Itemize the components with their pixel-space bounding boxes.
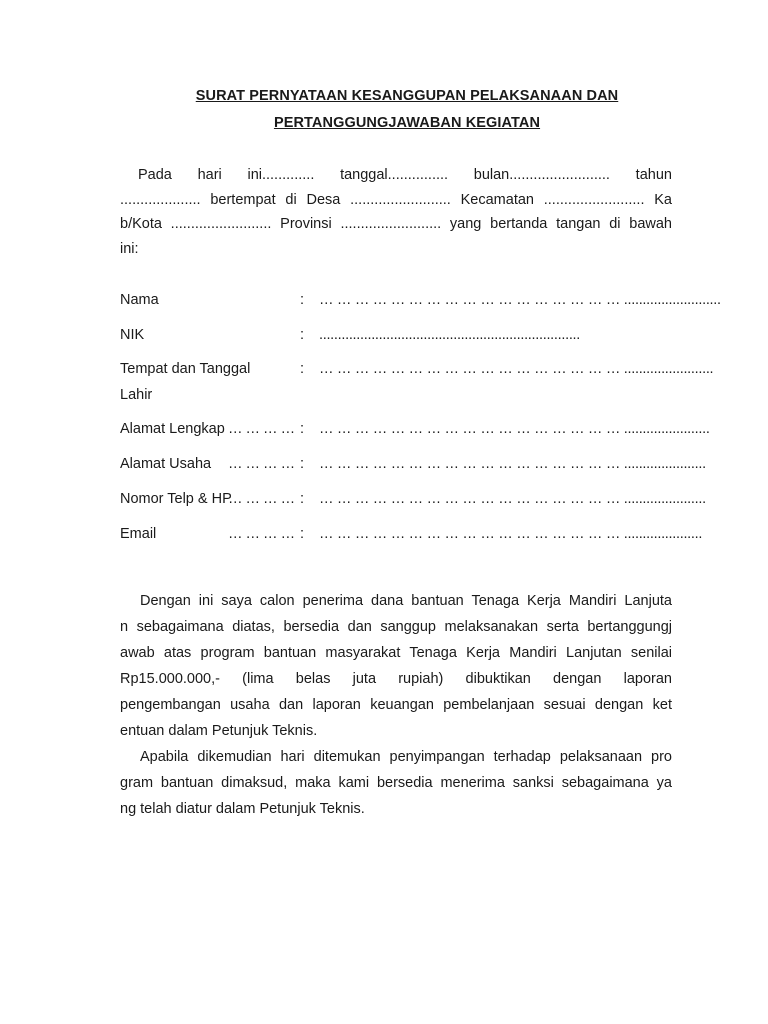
intro-word: tanggal............... <box>340 167 449 183</box>
intro-word: Pada <box>138 167 172 183</box>
field-colon: : <box>300 292 305 308</box>
paragraph-1-line: pengembangan usaha dan laporan keuangan pembelanjaan sesuai dengan ket <box>120 697 672 713</box>
field-value-placeholder: … … … … … … … … … … … … … … … … … ....................... <box>319 421 710 437</box>
intro-word: bulan......................... <box>473 167 610 183</box>
field-colon: : <box>300 361 305 377</box>
field-value-placeholder: … … … … … … … … … … … … … … … … … ...................... <box>319 491 706 507</box>
field-alamat-usaha <box>120 454 706 478</box>
field-nama <box>120 290 721 314</box>
field-label: Email <box>120 526 157 542</box>
paragraph-1-line: awab atas program bantuan masyarakat Tenaga Kerja Mandiri Lanjutan senilai <box>120 645 672 661</box>
paragraph-2-line: Apabila dikemudian hari ditemukan penyimpangan terhadap pelaksanaan pro <box>140 749 672 765</box>
field-nomor-telp <box>120 489 706 513</box>
field-label-dots: … … … … <box>228 421 295 437</box>
field-label: Alamat Lengkap <box>120 421 225 437</box>
field-colon: : <box>300 491 305 507</box>
field-email <box>120 524 703 548</box>
intro-line-2: .................... bertempat di Desa ......................... Kecamatan ......................... Ka <box>120 191 672 208</box>
paragraph-1-line: entuan dalam Petunjuk Teknis. <box>120 723 318 739</box>
field-value-placeholder: … … … … … … … … … … … … … … … … … .......................... <box>319 292 721 308</box>
intro-line-4: ini: <box>120 240 139 257</box>
field-value-placeholder: ...................................................................... <box>319 327 581 343</box>
intro-line-1 <box>120 163 672 188</box>
paragraph-2-line: gram bantuan dimaksud, maka kami bersedia menerima sanksi sebagaimana ya <box>120 775 672 791</box>
field-label: Nomor Telp & HP <box>120 491 232 507</box>
field-label-dots: … … … … <box>228 526 295 542</box>
field-colon: : <box>300 421 305 437</box>
field-colon: : <box>300 526 305 542</box>
field-value-placeholder: … … … … … … … … … … … … … … … … … ........................ <box>319 361 714 377</box>
paragraph-1-line: Dengan ini saya calon penerima dana bantuan Tenaga Kerja Mandiri Lanjuta <box>140 593 672 609</box>
field-nik <box>120 325 672 349</box>
field-label: Alamat Usaha <box>120 456 212 472</box>
paragraph-1-line: n sebagaimana diatas, bersedia dan sanggup melaksanakan serta bertanggungj <box>120 619 672 635</box>
field-label: NIK <box>120 327 145 343</box>
intro-paragraph <box>120 163 672 261</box>
field-alamat-lengkap <box>120 419 710 443</box>
intro-word: hari <box>197 167 222 183</box>
field-value-placeholder: … … … … … … … … … … … … … … … … … ...................... <box>319 456 706 472</box>
field-colon: : <box>300 456 305 472</box>
field-label: Nama <box>120 292 159 308</box>
field-label-continuation: Lahir <box>120 387 153 403</box>
intro-word: tahun <box>635 167 672 183</box>
paragraph-2-line: ng telah diatur dalam Petunjuk Teknis. <box>120 801 365 817</box>
field-colon: : <box>300 327 305 343</box>
statement-body <box>120 588 672 822</box>
field-label-dots: … … … … <box>228 456 295 472</box>
field-label-dots: … … … … <box>228 491 295 507</box>
paragraph-1-line: Rp15.000.000,- (lima belas juta rupiah) dibuktikan dengan laporan <box>120 671 672 687</box>
document-title-line-2: PERTANGGUNGJAWABAN KEGIATAN <box>273 115 541 131</box>
intro-word: ini............. <box>247 167 315 183</box>
document-title-line-1: SURAT PERNYATAAN KESANGGUPAN PELAKSANAAN DAN <box>195 88 619 104</box>
field-label: Tempat dan Tanggal <box>120 361 251 377</box>
field-tempat-tanggal-lahir <box>120 359 714 409</box>
intro-line-3: b/Kota ......................... Provinsi ......................... yang bertanda tangan di bawah <box>120 216 672 232</box>
field-value-placeholder: … … … … … … … … … … … … … … … … … ..................... <box>319 526 703 542</box>
